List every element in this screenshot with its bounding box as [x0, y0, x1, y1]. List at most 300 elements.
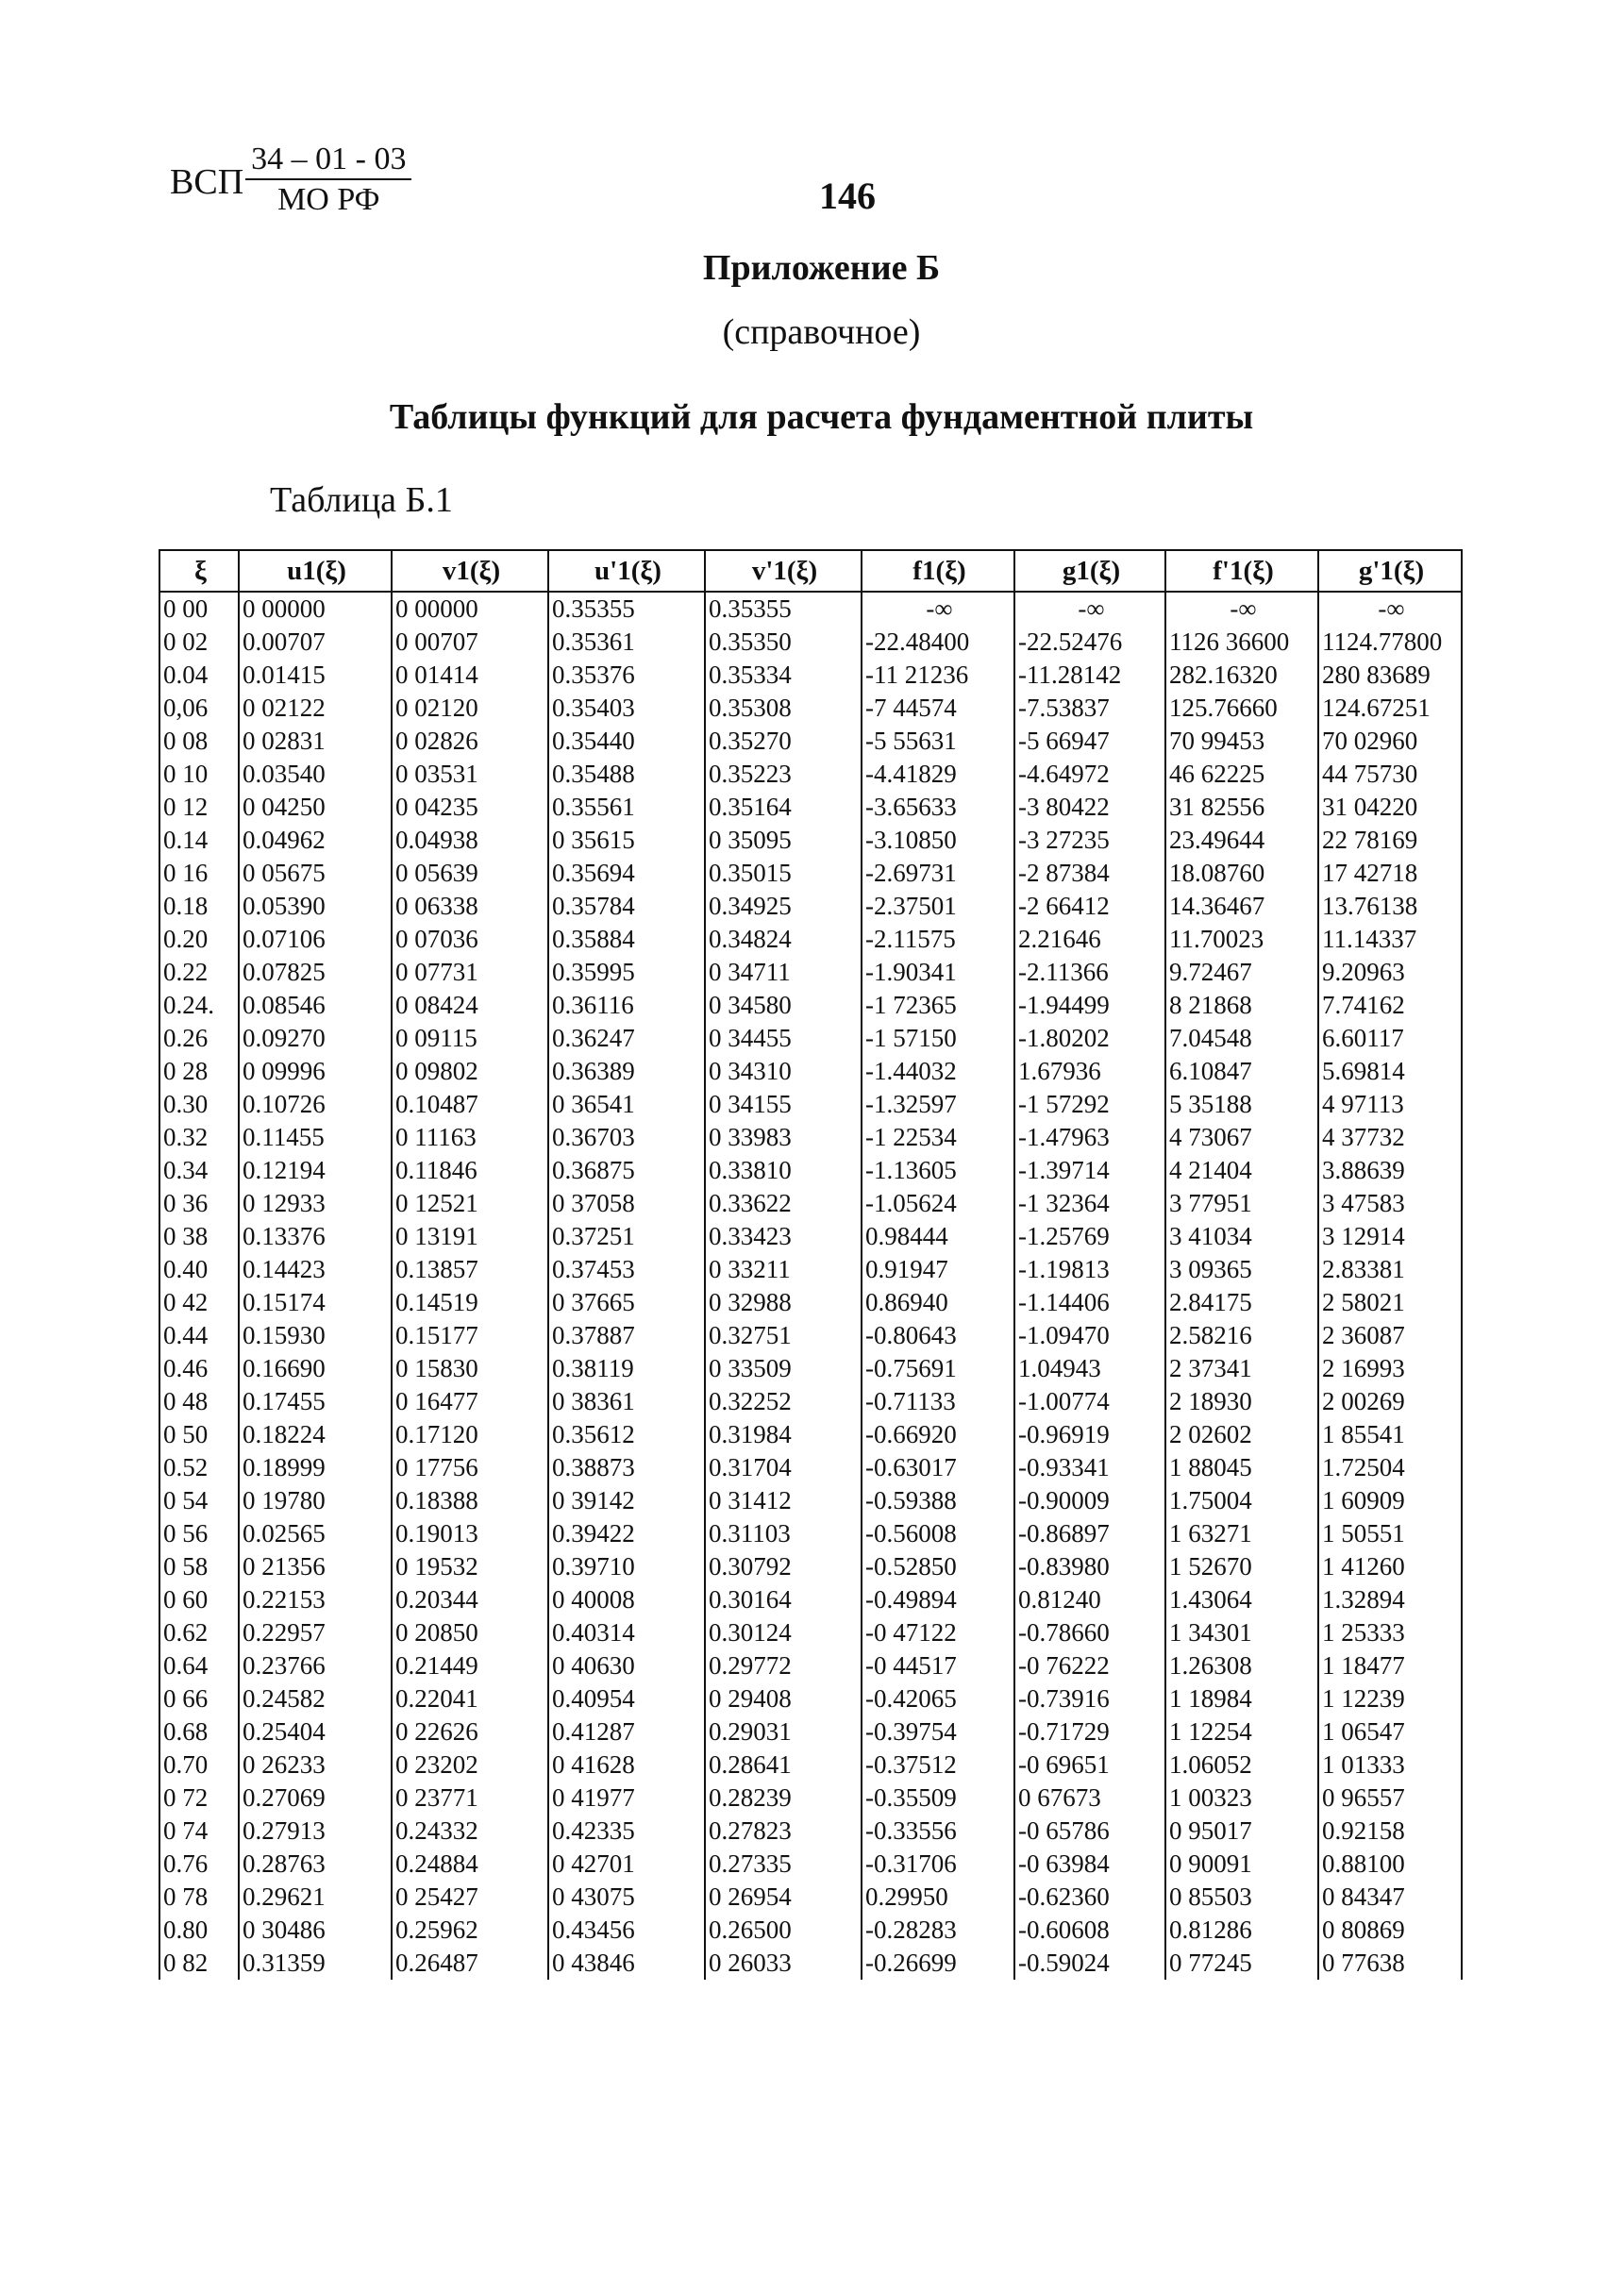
- value-cell: 0.37887: [548, 1319, 705, 1352]
- value-cell: -0.75691: [862, 1352, 1014, 1385]
- value-cell: 0 40630: [548, 1649, 705, 1682]
- value-cell: 0 09115: [392, 1022, 548, 1055]
- value-cell: 0.22153: [239, 1583, 392, 1616]
- table-row: [159, 1583, 1462, 1616]
- value-cell: 23.49644: [1165, 824, 1318, 857]
- xi-cell: 0.22: [159, 956, 239, 989]
- value-cell: -1 72365: [862, 989, 1014, 1022]
- value-cell: 0 29408: [705, 1682, 862, 1715]
- value-cell: 7.04548: [1165, 1022, 1318, 1055]
- xi-cell: 0 60: [159, 1583, 239, 1616]
- value-cell: 7.74162: [1318, 989, 1462, 1022]
- value-cell: 0.36703: [548, 1121, 705, 1154]
- value-cell: 0 38361: [548, 1385, 705, 1418]
- value-cell: -0.73916: [1014, 1682, 1165, 1715]
- xi-cell: 0 48: [159, 1385, 239, 1418]
- value-cell: 0.31103: [705, 1517, 862, 1550]
- value-cell: 0.28763: [239, 1848, 392, 1881]
- value-cell: 1.32894: [1318, 1583, 1462, 1616]
- value-cell: 0.39710: [548, 1550, 705, 1583]
- value-cell: 0.11455: [239, 1121, 392, 1154]
- value-cell: 0 15830: [392, 1352, 548, 1385]
- value-cell: 0 11163: [392, 1121, 548, 1154]
- value-cell: -0.59388: [862, 1484, 1014, 1517]
- value-cell: 0.35361: [548, 626, 705, 659]
- value-cell: -0.86897: [1014, 1517, 1165, 1550]
- value-cell: 0 02122: [239, 692, 392, 725]
- value-cell: 0 35615: [548, 824, 705, 857]
- code-denominator: МО РФ: [277, 182, 380, 218]
- column-header: v'1(ξ): [705, 550, 862, 592]
- value-cell: 0.35884: [548, 923, 705, 956]
- value-cell: 0 02831: [239, 725, 392, 758]
- value-cell: 0.35015: [705, 857, 862, 890]
- value-cell: 0.02565: [239, 1517, 392, 1550]
- value-cell: 0.32751: [705, 1319, 862, 1352]
- value-cell: 0 00707: [392, 626, 548, 659]
- value-cell: -0.66920: [862, 1418, 1014, 1451]
- xi-cell: 0.26: [159, 1022, 239, 1055]
- value-cell: 0.04938: [392, 824, 548, 857]
- value-cell: 0.37453: [548, 1253, 705, 1286]
- value-cell: 0 34310: [705, 1055, 862, 1088]
- value-cell: 2.58216: [1165, 1319, 1318, 1352]
- value-cell: 2 00269: [1318, 1385, 1462, 1418]
- value-cell: -3.65633: [862, 791, 1014, 824]
- value-cell: 6.10847: [1165, 1055, 1318, 1088]
- value-cell: 0 34455: [705, 1022, 862, 1055]
- value-cell: 0 85503: [1165, 1881, 1318, 1914]
- value-cell: 3 12914: [1318, 1220, 1462, 1253]
- value-cell: -1 57150: [862, 1022, 1014, 1055]
- value-cell: 0.18224: [239, 1418, 392, 1451]
- value-cell: 0 84347: [1318, 1881, 1462, 1914]
- value-cell: -0 63984: [1014, 1848, 1165, 1881]
- value-cell: 0.35561: [548, 791, 705, 824]
- value-cell: 2 02602: [1165, 1418, 1318, 1451]
- value-cell: -0.80643: [862, 1319, 1014, 1352]
- table-row: [159, 890, 1462, 923]
- value-cell: 0.35694: [548, 857, 705, 890]
- xi-cell: 0.44: [159, 1319, 239, 1352]
- table-row: [159, 1815, 1462, 1848]
- value-cell: 0.25962: [392, 1914, 548, 1947]
- value-cell: 0 20850: [392, 1616, 548, 1649]
- xi-cell: 0 58: [159, 1550, 239, 1583]
- value-cell: -0.60608: [1014, 1914, 1165, 1947]
- value-cell: 13.76138: [1318, 890, 1462, 923]
- value-cell: 0.35403: [548, 692, 705, 725]
- table-row: [159, 1253, 1462, 1286]
- value-cell: 0.07106: [239, 923, 392, 956]
- value-cell: 0.16690: [239, 1352, 392, 1385]
- value-cell: 0.35334: [705, 659, 862, 692]
- value-cell: 0.27823: [705, 1815, 862, 1848]
- code-numerator: 34 – 01 - 03: [245, 142, 411, 180]
- table-row: [159, 989, 1462, 1022]
- value-cell: 0.33810: [705, 1154, 862, 1187]
- value-cell: 0.00707: [239, 626, 392, 659]
- value-cell: 0.40954: [548, 1682, 705, 1715]
- table-row: [159, 692, 1462, 725]
- value-cell: 0.35355: [548, 592, 705, 626]
- value-cell: -0 76222: [1014, 1649, 1165, 1682]
- column-header: f'1(ξ): [1165, 550, 1318, 592]
- value-cell: 0 42701: [548, 1848, 705, 1881]
- value-cell: 0 26233: [239, 1748, 392, 1782]
- value-cell: 1.72504: [1318, 1451, 1462, 1484]
- value-cell: 0 39142: [548, 1484, 705, 1517]
- column-header: u'1(ξ): [548, 550, 705, 592]
- table-row: [159, 956, 1462, 989]
- value-cell: 0.98444: [862, 1220, 1014, 1253]
- value-cell: -1.25769: [1014, 1220, 1165, 1253]
- value-cell: -0.31706: [862, 1848, 1014, 1881]
- value-cell: -3 27235: [1014, 824, 1165, 857]
- value-cell: 0.31359: [239, 1947, 392, 1980]
- table-header: [159, 550, 1462, 592]
- value-cell: -1.19813: [1014, 1253, 1165, 1286]
- table-row: [159, 824, 1462, 857]
- value-cell: 0 67673: [1014, 1782, 1165, 1815]
- value-cell: 5.69814: [1318, 1055, 1462, 1088]
- value-cell: 0 96557: [1318, 1782, 1462, 1815]
- value-cell: -0.56008: [862, 1517, 1014, 1550]
- value-cell: -1.44032: [862, 1055, 1014, 1088]
- table-row: [159, 1682, 1462, 1715]
- xi-cell: 0 28: [159, 1055, 239, 1088]
- value-cell: 0.35164: [705, 791, 862, 824]
- value-cell: 0.86940: [862, 1286, 1014, 1319]
- xi-cell: 0 66: [159, 1682, 239, 1715]
- value-cell: 0 30486: [239, 1914, 392, 1947]
- value-cell: 0 33509: [705, 1352, 862, 1385]
- value-cell: 0 16477: [392, 1385, 548, 1418]
- table-row: [159, 1616, 1462, 1649]
- value-cell: 0.24884: [392, 1848, 548, 1881]
- value-cell: 0.12194: [239, 1154, 392, 1187]
- value-cell: 1.04943: [1014, 1352, 1165, 1385]
- table-row: [159, 1385, 1462, 1418]
- value-cell: -0 44517: [862, 1649, 1014, 1682]
- value-cell: 0 06338: [392, 890, 548, 923]
- xi-cell: 0.04: [159, 659, 239, 692]
- value-cell: 3 47583: [1318, 1187, 1462, 1220]
- xi-cell: 0.70: [159, 1748, 239, 1782]
- appendix-title: Приложение Б: [702, 248, 941, 288]
- xi-cell: 0 00: [159, 592, 239, 626]
- code-prefix: ВСП: [170, 162, 244, 203]
- xi-cell: 0 16: [159, 857, 239, 890]
- value-cell: 0.88100: [1318, 1848, 1462, 1881]
- value-cell: -∞: [1318, 592, 1462, 626]
- value-cell: 0.26500: [705, 1914, 862, 1947]
- value-cell: 1 34301: [1165, 1616, 1318, 1649]
- value-cell: 1 52670: [1165, 1550, 1318, 1583]
- xi-cell: 0.64: [159, 1649, 239, 1682]
- value-cell: 1.75004: [1165, 1484, 1318, 1517]
- value-cell: 2.84175: [1165, 1286, 1318, 1319]
- value-cell: 0.30124: [705, 1616, 862, 1649]
- value-cell: -0.37512: [862, 1748, 1014, 1782]
- xi-cell: 0 74: [159, 1815, 239, 1848]
- value-cell: -1.47963: [1014, 1121, 1165, 1154]
- value-cell: 0.13857: [392, 1253, 548, 1286]
- value-cell: 0 12521: [392, 1187, 548, 1220]
- value-cell: -1 32364: [1014, 1187, 1165, 1220]
- value-cell: 0.35308: [705, 692, 862, 725]
- value-cell: 0.29950: [862, 1881, 1014, 1914]
- value-cell: -0.96919: [1014, 1418, 1165, 1451]
- value-cell: -4.41829: [862, 758, 1014, 791]
- value-cell: 0 34155: [705, 1088, 862, 1121]
- xi-cell: 0 10: [159, 758, 239, 791]
- value-cell: 0.81240: [1014, 1583, 1165, 1616]
- xi-cell: 0.30: [159, 1088, 239, 1121]
- value-cell: 282.16320: [1165, 659, 1318, 692]
- value-cell: -2.69731: [862, 857, 1014, 890]
- value-cell: 1 12239: [1318, 1682, 1462, 1715]
- value-cell: -3.10850: [862, 824, 1014, 857]
- value-cell: -1.80202: [1014, 1022, 1165, 1055]
- table-caption: Таблица Б.1: [270, 480, 453, 520]
- value-cell: 0 34580: [705, 989, 862, 1022]
- value-cell: 70 02960: [1318, 725, 1462, 758]
- value-cell: -0.39754: [862, 1715, 1014, 1748]
- value-cell: -0 69651: [1014, 1748, 1165, 1782]
- value-cell: 2 18930: [1165, 1385, 1318, 1418]
- xi-cell: 0.34: [159, 1154, 239, 1187]
- table-row: [159, 1881, 1462, 1914]
- value-cell: 0 33211: [705, 1253, 862, 1286]
- value-cell: 0.15930: [239, 1319, 392, 1352]
- xi-cell: 0 72: [159, 1782, 239, 1815]
- value-cell: 1124.77800: [1318, 626, 1462, 659]
- value-cell: -∞: [1014, 592, 1165, 626]
- table-row: [159, 923, 1462, 956]
- xi-cell: 0 36: [159, 1187, 239, 1220]
- value-cell: 0 36541: [548, 1088, 705, 1121]
- value-cell: -0.28283: [862, 1914, 1014, 1947]
- value-cell: 0 04250: [239, 791, 392, 824]
- value-cell: 124.67251: [1318, 692, 1462, 725]
- xi-cell: 0.24.: [159, 989, 239, 1022]
- function-table-wrap: [159, 549, 1463, 1980]
- value-cell: -1.94499: [1014, 989, 1165, 1022]
- value-cell: 0.19013: [392, 1517, 548, 1550]
- value-cell: 14.36467: [1165, 890, 1318, 923]
- value-cell: -1.32597: [862, 1088, 1014, 1121]
- value-cell: 1 85541: [1318, 1418, 1462, 1451]
- value-cell: 0.08546: [239, 989, 392, 1022]
- table-row: [159, 791, 1462, 824]
- value-cell: 0 26954: [705, 1881, 862, 1914]
- value-cell: -11.28142: [1014, 659, 1165, 692]
- value-cell: 0 08424: [392, 989, 548, 1022]
- column-header: u1(ξ): [239, 550, 392, 592]
- value-cell: 0 32988: [705, 1286, 862, 1319]
- value-cell: 0.35270: [705, 725, 862, 758]
- document-code: [170, 142, 411, 218]
- value-cell: -0.83980: [1014, 1550, 1165, 1583]
- value-cell: -0.62360: [1014, 1881, 1165, 1914]
- value-cell: -5 55631: [862, 725, 1014, 758]
- value-cell: 0.32252: [705, 1385, 862, 1418]
- value-cell: -5 66947: [1014, 725, 1165, 758]
- table-row: [159, 1187, 1462, 1220]
- table-row: [159, 1782, 1462, 1815]
- value-cell: 11.70023: [1165, 923, 1318, 956]
- xi-cell: 0 42: [159, 1286, 239, 1319]
- value-cell: 0.24332: [392, 1815, 548, 1848]
- table-row: [159, 1418, 1462, 1451]
- value-cell: -1.05624: [862, 1187, 1014, 1220]
- value-cell: 0.27913: [239, 1815, 392, 1848]
- appendix-subtitle: (справочное): [722, 312, 921, 352]
- value-cell: 0.21449: [392, 1649, 548, 1682]
- value-cell: 0.92158: [1318, 1815, 1462, 1848]
- value-cell: 0.10726: [239, 1088, 392, 1121]
- value-cell: 0.38873: [548, 1451, 705, 1484]
- value-cell: 0.05390: [239, 890, 392, 923]
- value-cell: 0.18388: [392, 1484, 548, 1517]
- table-row: [159, 758, 1462, 791]
- value-cell: 0.35488: [548, 758, 705, 791]
- value-cell: 0.35612: [548, 1418, 705, 1451]
- value-cell: 0 12933: [239, 1187, 392, 1220]
- xi-cell: 0.32: [159, 1121, 239, 1154]
- xi-cell: 0 78: [159, 1881, 239, 1914]
- value-cell: 31 04220: [1318, 791, 1462, 824]
- value-cell: 0.29031: [705, 1715, 862, 1748]
- value-cell: -7.53837: [1014, 692, 1165, 725]
- value-cell: 0.29772: [705, 1649, 862, 1682]
- xi-cell: 0.80: [159, 1914, 239, 1947]
- table-row: [159, 1022, 1462, 1055]
- value-cell: 31 82556: [1165, 791, 1318, 824]
- value-cell: -2 66412: [1014, 890, 1165, 923]
- table-row: [159, 1748, 1462, 1782]
- value-cell: 0.35350: [705, 626, 862, 659]
- value-cell: 0 04235: [392, 791, 548, 824]
- value-cell: 1 50551: [1318, 1517, 1462, 1550]
- table-row: [159, 1484, 1462, 1517]
- value-cell: 1 06547: [1318, 1715, 1462, 1748]
- value-cell: 1.43064: [1165, 1583, 1318, 1616]
- column-header: v1(ξ): [392, 550, 548, 592]
- value-cell: 0.28641: [705, 1748, 862, 1782]
- value-cell: 0 07036: [392, 923, 548, 956]
- value-cell: 6.60117: [1318, 1022, 1462, 1055]
- value-cell: 0.22041: [392, 1682, 548, 1715]
- value-cell: 0 22626: [392, 1715, 548, 1748]
- value-cell: 4 37732: [1318, 1121, 1462, 1154]
- value-cell: -11 21236: [862, 659, 1014, 692]
- value-cell: 1.26308: [1165, 1649, 1318, 1682]
- value-cell: 5 35188: [1165, 1088, 1318, 1121]
- table-row: [159, 1517, 1462, 1550]
- table-row: [159, 1649, 1462, 1682]
- value-cell: -0.78660: [1014, 1616, 1165, 1649]
- value-cell: 0 43846: [548, 1947, 705, 1980]
- value-cell: 0 33983: [705, 1121, 862, 1154]
- xi-cell: 0.62: [159, 1616, 239, 1649]
- value-cell: -0.63017: [862, 1451, 1014, 1484]
- xi-cell: 0.46: [159, 1352, 239, 1385]
- value-cell: 0 19532: [392, 1550, 548, 1583]
- column-header: ξ: [159, 550, 239, 592]
- xi-cell: 0 50: [159, 1418, 239, 1451]
- value-cell: 0.15177: [392, 1319, 548, 1352]
- table-row: [159, 1914, 1462, 1947]
- value-cell: 0.20344: [392, 1583, 548, 1616]
- value-cell: 3.88639: [1318, 1154, 1462, 1187]
- value-cell: 0 41977: [548, 1782, 705, 1815]
- value-cell: 0.15174: [239, 1286, 392, 1319]
- value-cell: -0.93341: [1014, 1451, 1165, 1484]
- value-cell: 0.36389: [548, 1055, 705, 1088]
- value-cell: 0.25404: [239, 1715, 392, 1748]
- xi-cell: 0 12: [159, 791, 239, 824]
- value-cell: 2 58021: [1318, 1286, 1462, 1319]
- value-cell: 0.40314: [548, 1616, 705, 1649]
- value-cell: 18.08760: [1165, 857, 1318, 890]
- value-cell: 0.30792: [705, 1550, 862, 1583]
- value-cell: 0.36116: [548, 989, 705, 1022]
- value-cell: 0.03540: [239, 758, 392, 791]
- value-cell: 0.22957: [239, 1616, 392, 1649]
- value-cell: 3 77951: [1165, 1187, 1318, 1220]
- value-cell: 0 35095: [705, 824, 862, 857]
- value-cell: 11.14337: [1318, 923, 1462, 956]
- value-cell: 1 18477: [1318, 1649, 1462, 1682]
- value-cell: -1.90341: [862, 956, 1014, 989]
- value-cell: 0 09802: [392, 1055, 548, 1088]
- table-row: [159, 1088, 1462, 1121]
- value-cell: 0.41287: [548, 1715, 705, 1748]
- value-cell: -0.71133: [862, 1385, 1014, 1418]
- value-cell: -0 65786: [1014, 1815, 1165, 1848]
- value-cell: 1 63271: [1165, 1517, 1318, 1550]
- value-cell: 0.10487: [392, 1088, 548, 1121]
- value-cell: 0 95017: [1165, 1815, 1318, 1848]
- value-cell: -22.48400: [862, 626, 1014, 659]
- value-cell: 0 09996: [239, 1055, 392, 1088]
- value-cell: 0.09270: [239, 1022, 392, 1055]
- value-cell: 2 16993: [1318, 1352, 1462, 1385]
- value-cell: 2 37341: [1165, 1352, 1318, 1385]
- table-row: [159, 1220, 1462, 1253]
- value-cell: 0.38119: [548, 1352, 705, 1385]
- header-row: [159, 550, 1462, 592]
- value-cell: 0.36247: [548, 1022, 705, 1055]
- value-cell: 0.39422: [548, 1517, 705, 1550]
- value-cell: 0.17455: [239, 1385, 392, 1418]
- value-cell: 0 23771: [392, 1782, 548, 1815]
- value-cell: 1 25333: [1318, 1616, 1462, 1649]
- value-cell: 0.29621: [239, 1881, 392, 1914]
- table-row: [159, 857, 1462, 890]
- value-cell: 0.35376: [548, 659, 705, 692]
- value-cell: 0.13376: [239, 1220, 392, 1253]
- value-cell: 70 99453: [1165, 725, 1318, 758]
- value-cell: -∞: [1165, 592, 1318, 626]
- value-cell: 0 19780: [239, 1484, 392, 1517]
- value-cell: 0 00000: [392, 592, 548, 626]
- xi-cell: 0 08: [159, 725, 239, 758]
- value-cell: -0.52850: [862, 1550, 1014, 1583]
- value-cell: 0.33423: [705, 1220, 862, 1253]
